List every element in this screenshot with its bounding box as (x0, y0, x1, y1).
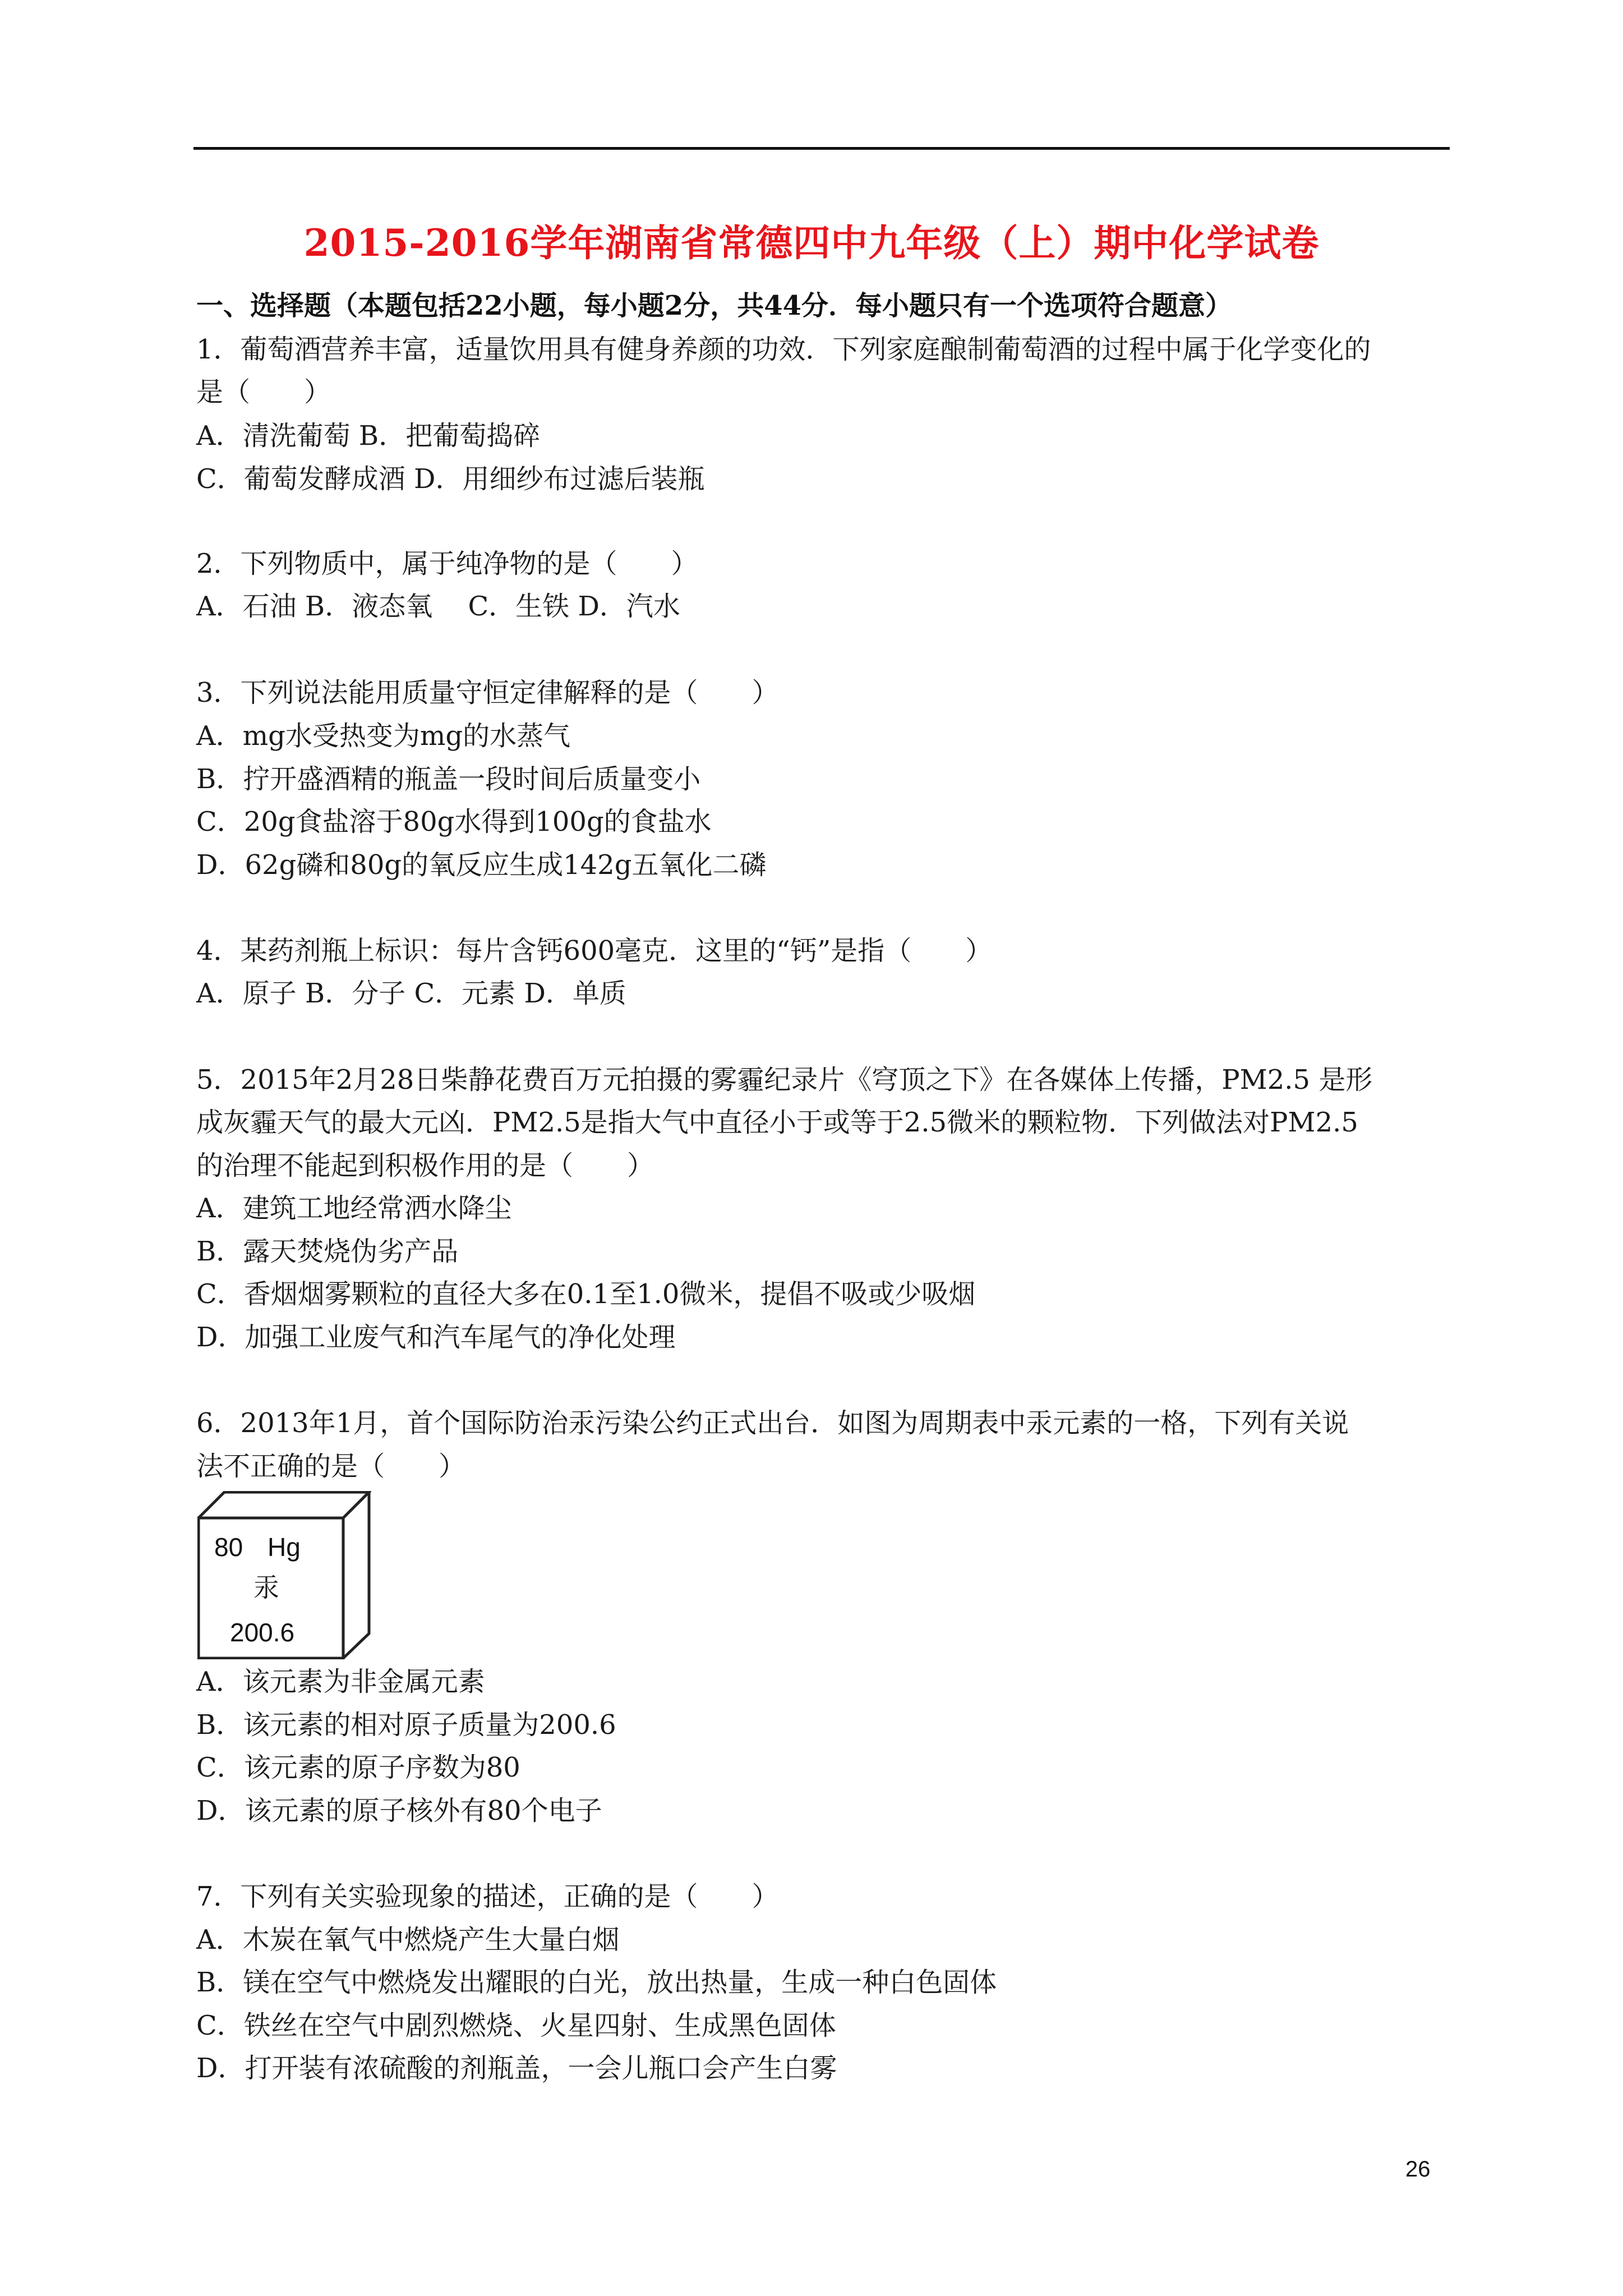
question-3-option-line-2: B．拧开盛酒精的瓶盖一段时间后质量变小 (196, 763, 701, 795)
element-atomic-number: 80 (214, 1533, 243, 1562)
element-symbol: Hg (268, 1533, 301, 1562)
question-5-stem-line-1: 5．2015年2月28日柴静花费百万元拍摄的雾霾纪录片《穹顶之下》在各媒体上传播，PM2.5 是形 (196, 1064, 1373, 1096)
question-1-option-line-1: A．清洗葡萄 B．把葡萄捣碎 (196, 420, 541, 452)
question-5-stem-line-2: 成灰霾天气的最大元凶．PM2.5是指大气中直径小于或等于2.5微米的颗粒物．下列做法对PM2.5 (196, 1107, 1358, 1138)
question-6-stem-line-2: 法不正确的是（ ） (196, 1451, 466, 1482)
question-6-option-line-3: C．该元素的原子序数为80 (196, 1752, 520, 1783)
question-7-option-line-2: B．镁在空气中燃烧发出耀眼的白光，放出热量，生成一种白色固体 (196, 1967, 997, 1998)
question-6-option-line-2: B．该元素的相对原子质量为200.6 (196, 1709, 616, 1741)
question-4-option-line-1: A．原子 B．分子 C．元素 D．单质 (196, 978, 626, 1009)
page-number: 26 (1405, 2157, 1431, 2182)
question-6-option-line-1: A．该元素为非金属元素 (196, 1666, 485, 1697)
question-5-option-line-4: D．加强工业废气和汽车尾气的净化处理 (196, 1322, 676, 1353)
question-3-stem-line-1: 3．下列说法能用质量守恒定律解释的是（ ） (196, 677, 779, 708)
question-1-stem-line-1: 1．葡萄酒营养丰富，适量饮用具有健身养颜的功效．下列家庭酿制葡萄酒的过程中属于化学变化的 (196, 334, 1371, 365)
question-7-option-line-1: A．木炭在氧气中燃烧产生大量白烟 (196, 1924, 620, 1955)
question-6-stem-line-1: 6．2013年1月，首个国际防治汞污染公约正式出台．如图为周期表中汞元素的一格，下列有关说 (196, 1407, 1349, 1439)
page-title: 2015-2016学年湖南省常德四中九年级（上）期中化学试卷 (303, 221, 1320, 265)
element-name: 汞 (253, 1573, 279, 1602)
question-5-option-line-2: B．露天焚烧伪劣产品 (196, 1236, 459, 1267)
question-6-option-line-4: D．该元素的原子核外有80个电子 (196, 1795, 602, 1826)
question-4-stem-line-1: 4．某药剂瓶上标识：每片含钙600毫克．这里的“钙”是指（ ） (196, 935, 993, 967)
mercury-element-cell (197, 1491, 371, 1659)
question-3-option-line-1: A．mg水受热变为mg的水蒸气 (196, 720, 571, 752)
element-atomic-mass: 200.6 (230, 1618, 295, 1647)
question-1-option-line-2: C．葡萄发酵成酒 D．用细纱布过滤后装瓶 (196, 463, 705, 495)
header-rule (193, 147, 1450, 150)
question-5-option-line-3: C．香烟烟雾颗粒的直径大多在0.1至1.0微米，提倡不吸或少吸烟 (196, 1278, 976, 1310)
question-7-option-line-4: D．打开装有浓硫酸的剂瓶盖，一会儿瓶口会产生白雾 (196, 2053, 837, 2084)
question-5-stem-line-3: 的治理不能起到积极作用的是（ ） (196, 1150, 654, 1181)
question-2-option-line-1: A．石油 B．液态氧 C．生铁 D．汽水 (196, 591, 680, 622)
question-1-stem-line-2: 是（ ） (196, 376, 331, 408)
question-2-stem-line-1: 2．下列物质中，属于纯净物的是（ ） (196, 548, 698, 579)
section-heading: 一、选择题（本题包括22小题，每小题2分，共44分．每小题只有一个选项符合题意） (196, 290, 1232, 321)
question-5-option-line-1: A．建筑工地经常洒水降尘 (196, 1193, 512, 1224)
question-7-stem-line-1: 7．下列有关实验现象的描述，正确的是（ ） (196, 1881, 779, 1912)
question-7-option-line-3: C．铁丝在空气中剧烈燃烧、火星四射、生成黑色固体 (196, 2010, 836, 2041)
question-3-option-line-4: D．62g磷和80g的氧反应生成142g五氧化二磷 (196, 849, 767, 881)
question-3-option-line-3: C．20g食盐溶于80g水得到100g的食盐水 (196, 806, 712, 838)
